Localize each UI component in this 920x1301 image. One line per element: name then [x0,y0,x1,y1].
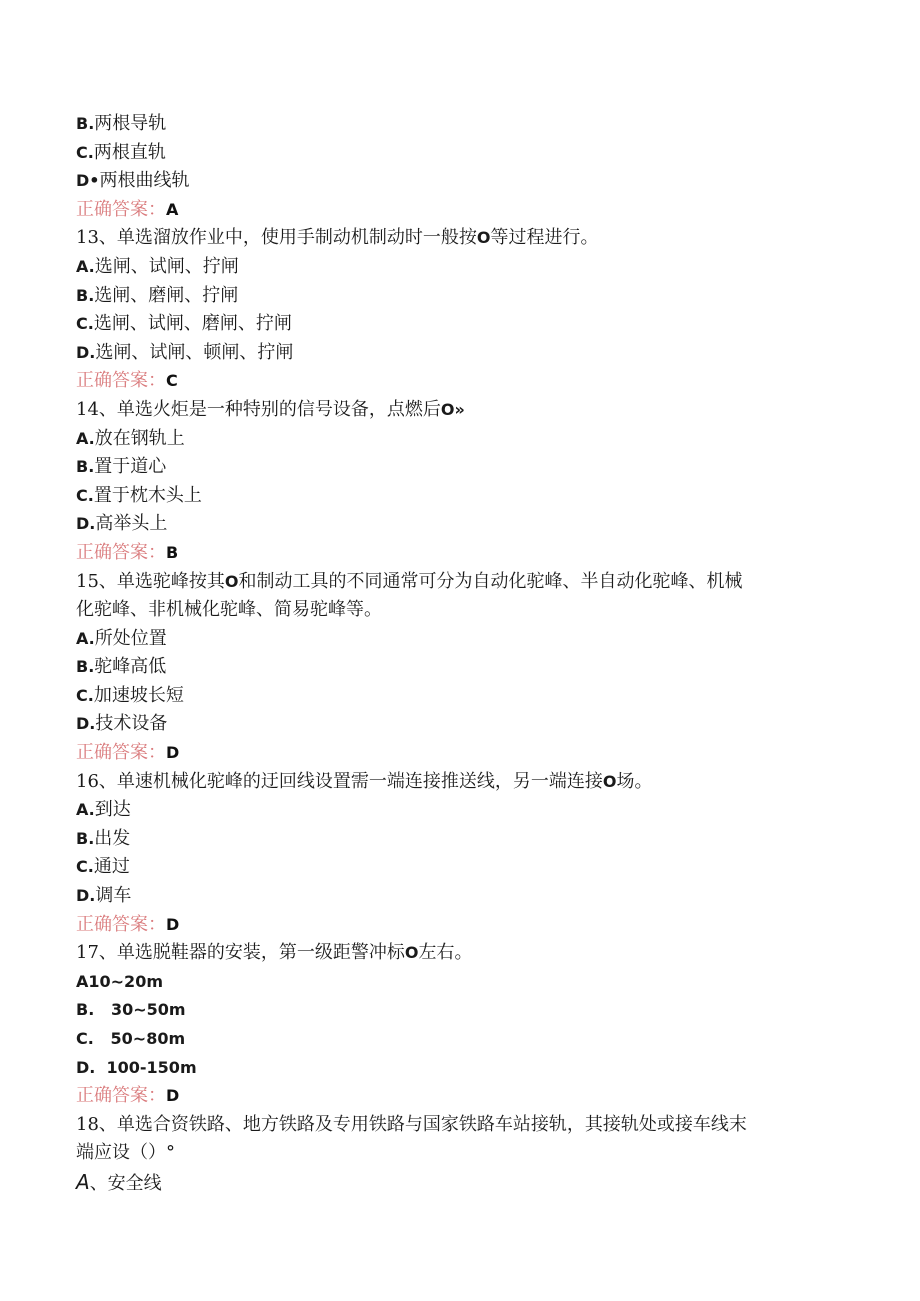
answer-label: 正确答案： [76,742,166,764]
question-text: 13、单选溜放作业中，使用手制动机制动时一般按 [76,227,477,249]
question-text-tail: 和制动工具的不同通常可分为自动化驼峰、半自动化驼峰、机械 [238,570,743,592]
option-letter: A. [76,256,95,276]
option-text: 两根曲线轨 [99,170,190,192]
option-letter: C. [76,685,94,705]
option-letter: D. [76,342,96,362]
option-d [76,339,836,368]
option-letter: B. [76,457,95,477]
question-13 [76,224,836,253]
option-letter: A. [76,428,95,448]
question-18 [76,1111,836,1140]
answer-value: A [166,199,179,219]
option-c [76,853,836,882]
question-15-continued [76,596,836,625]
blank-mark: O» [440,399,465,419]
option-letter: A [76,1169,90,1194]
option-text: 调车 [95,885,132,907]
option-b [76,453,836,482]
question-text-tail: 场。 [616,770,653,792]
question-17 [76,939,836,968]
option-letter: D. [76,514,96,534]
option-text: 到达 [94,799,131,821]
option-d [76,510,836,539]
option-letter: A. [76,628,95,648]
blank-mark: O [224,571,239,591]
answer-label: 正确答案： [76,913,166,935]
question-14 [76,396,836,425]
question-text: 18、单选合资铁路、地方铁路及专用铁路与国家铁路车站接轨，其接轨处或接车线末 [76,1113,747,1135]
option-text: 置于枕木头上 [93,484,202,506]
question-18-continued [76,1139,836,1168]
option-text: 通过 [93,856,130,878]
answer-value: C [166,371,178,391]
option-letter: A. [76,800,95,820]
option-letter: C. [76,857,94,877]
question-text-tail: 左右。 [418,942,473,964]
option-d: D. 100-150m [76,1057,197,1077]
correct-answer [76,911,836,940]
answer-value: D [166,743,180,763]
option-text: 放在钢轨上 [94,427,185,449]
option-letter: B. [76,828,95,848]
option-a [76,425,836,454]
option-d [76,167,836,196]
question-list [76,110,836,1197]
option-a [76,625,836,654]
option-text: 两根直轨 [93,141,166,163]
answer-label: 正确答案： [76,198,166,220]
option-letter: C. [76,314,94,334]
answer-label: 正确答案： [76,1085,166,1107]
option-text: 两根导轨 [94,113,167,134]
question-text-wrap: 化驼峰、非机械化驼峰、简易驼峰等。 [76,599,382,621]
option-text: 选闸、试闸、顿闸、拧闸 [95,341,294,363]
question-text-wrap: 端应设（）° [76,1142,175,1164]
option-c [76,682,836,711]
option-b: B. 30~50m [76,1000,186,1020]
question-text: 16、单速机械化驼峰的迂回线设置需一端连接推送线，另一端连接 [76,770,603,792]
question-text: 17、单选脱鞋器的安装，第一级距警冲标 [76,942,405,964]
option-letter: B. [76,114,95,133]
answer-label: 正确答案： [76,541,166,563]
correct-answer [76,1082,836,1111]
blank-mark: O [602,771,617,791]
option-a [76,796,836,825]
option-c [76,482,836,511]
option-c [76,139,836,168]
correct-answer [76,539,836,568]
option-b [76,653,836,682]
option-d [76,882,836,911]
option-text: 所处位置 [94,627,167,649]
option-letter: C. [76,485,94,505]
option-text: 、安全线 [89,1172,162,1194]
question-text: 14、单选火炬是一种特别的信号设备，点燃后 [76,398,441,420]
option-text: 技术设备 [95,713,168,735]
answer-value: D [166,1086,180,1106]
option-letter: B. [76,285,95,305]
option-text: 选闸、试闸、磨闸、拧闸 [93,313,292,335]
correct-answer [76,367,836,396]
question-16 [76,768,836,797]
answer-label: 正确答案： [76,370,166,392]
option-b [76,282,836,311]
answer-value: D [166,914,180,934]
blank-mark: O [404,943,419,963]
option-letter: C. [76,142,94,162]
question-text: 15、单选驼峰按其 [76,570,225,592]
option-letter: D• [76,171,100,191]
option-text: 加速坡长短 [93,684,184,706]
option-text: 选闸、磨闸、拧闸 [94,284,239,306]
option-text: 出发 [94,827,131,849]
correct-answer [76,739,836,768]
option-letter: D. [76,886,96,906]
blank-mark: O [476,228,491,248]
option-letter: D. [76,714,96,734]
option-a [76,1168,836,1197]
question-text-tail: 等过程进行。 [490,227,599,249]
option-text: 选闸、试闸、拧闸 [94,255,239,277]
option-c [76,310,836,339]
question-15 [76,568,836,597]
answer-value: B [166,542,179,562]
option-letter: B. [76,657,95,677]
option-d [76,710,836,739]
option-text: 高举头上 [95,513,168,535]
option-text: 驼峰高低 [94,656,167,678]
option-a [76,253,836,282]
option-c: C. 50~80m [76,1029,186,1048]
option-b [76,110,836,139]
option-a: A10~20m [76,971,163,991]
option-b [76,825,836,854]
option-text: 置于道心 [94,456,167,478]
correct-answer [76,196,836,225]
